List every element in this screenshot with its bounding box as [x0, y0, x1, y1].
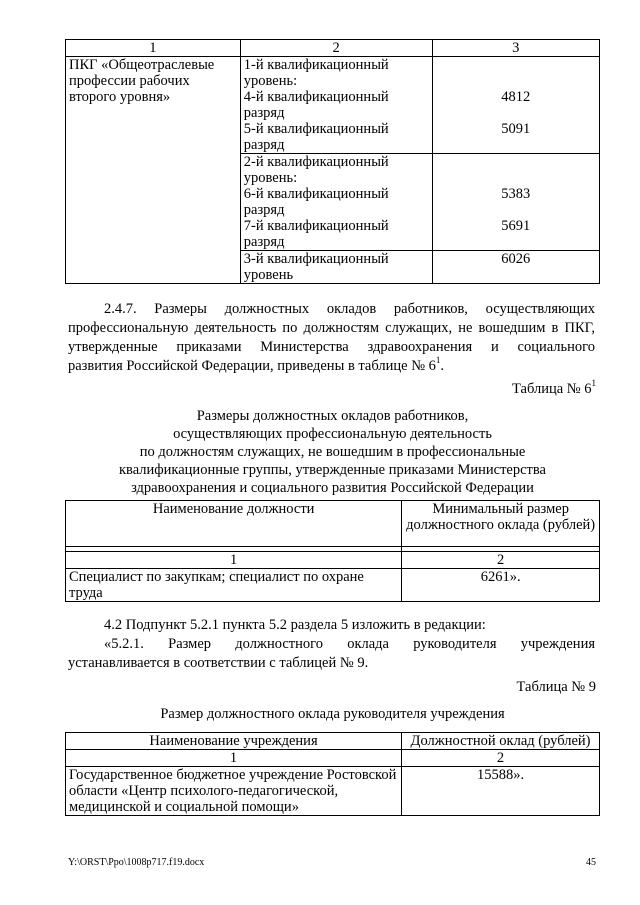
table-6-header-row: [66, 501, 600, 547]
salary-value: 4812: [501, 89, 531, 105]
table-6-title: [65, 407, 600, 497]
institution-name: Государственное бюджетное учреждение Ростовской области «Центр психолого-педагогической, медицинской и социальной помощи»: [66, 767, 402, 816]
table-1-header-row: [66, 40, 600, 57]
column-header: Должностной оклад (рублей): [402, 733, 600, 750]
table-9-number-row: [66, 750, 600, 767]
table-9-col-number: 2: [402, 750, 600, 767]
salary-value: 5383: [501, 186, 531, 202]
column-header: Минимальный размер должностного оклада (рублей): [402, 501, 600, 547]
title-line: здравоохранения и социального развития Российской Федерации: [131, 480, 534, 496]
table-row: [66, 57, 600, 154]
table-1: [65, 39, 600, 284]
paragraph-line: устанавливается в соответствии с таблицей № 9.: [68, 655, 369, 671]
qualification-level-cell: [240, 57, 432, 154]
qualification-rank: 7-й квалификационный разряд: [243, 218, 389, 250]
qualification-level: 3-й квалификационный уровень: [240, 251, 432, 284]
salary-value: 15588».: [402, 767, 600, 816]
table-9-label: Таблица № 9: [516, 679, 596, 695]
position-name: Специалист по закупкам; специалист по охране труда: [66, 569, 402, 602]
table-1-col-number: 2: [240, 40, 432, 57]
title-line: по должностям служащих, не вошедшим в профессиональные: [139, 444, 526, 460]
column-header: Наименование учреждения: [66, 733, 402, 750]
paragraph-line: утвержденные приказами Министерства здравоохранения и социального: [68, 339, 595, 355]
paragraph-2-4-7: [68, 300, 595, 376]
table-6: [65, 500, 600, 602]
table-9-header-row: [66, 733, 600, 750]
column-header: Наименование должности: [66, 501, 402, 547]
salary-value: 5091: [501, 121, 531, 137]
table-6-col-number: 2: [402, 552, 600, 569]
table-6-number-row: [66, 552, 600, 569]
salary-value: 6261».: [402, 569, 600, 602]
table-9: [65, 732, 600, 816]
table-6-col-number: 1: [66, 552, 402, 569]
title-line: осуществляющих профессиональную деятельность: [173, 426, 492, 442]
table-9-title: Размер должностного оклада руководителя учреждения: [160, 706, 505, 722]
paragraph-line: 2.4.7. Размеры должностных окладов работников, осуществляющих: [104, 301, 595, 317]
salary-cell: [432, 154, 600, 251]
qualification-level: 2-й квалификационный уровень:: [243, 154, 389, 186]
pkg-group-name: ПКГ «Общеотраслевые профессии рабочих второго уровня»: [66, 57, 241, 284]
title-line: Размеры должностных окладов работников,: [196, 408, 469, 424]
page-number: 45: [586, 857, 596, 868]
title-line: квалификационные группы, утвержденные приказами Министерства: [119, 462, 546, 478]
paragraph-line: профессиональную деятельность по должностям служащих, не вошедшим в ПКГ,: [68, 320, 595, 336]
qualification-rank: 4-й квалификационный разряд: [243, 89, 389, 121]
paragraph-line: 4.2 Подпункт 5.2.1 пункта 5.2 раздела 5 изложить в редакции:: [104, 617, 486, 633]
paragraph-4-2: [68, 616, 595, 673]
qualification-rank: 5-й квалификационный разряд: [243, 121, 389, 153]
paragraph-line: «5.2.1. Размер должностного оклада руководителя учреждения: [104, 636, 595, 652]
qualification-level: 1-й квалификационный уровень:: [243, 57, 389, 89]
paragraph-line: развития Российской Федерации, приведены в таблице № $6^1$.: [68, 355, 445, 374]
table-1-col-number: 3: [432, 40, 600, 57]
table-9-col-number: 1: [66, 750, 402, 767]
qualification-level-cell: [240, 154, 432, 251]
table-6-label: Таблица № $6^1$: [512, 378, 596, 397]
salary-cell: [432, 57, 600, 154]
qualification-rank: 6-й квалификационный разряд: [243, 186, 389, 218]
salary-value: 5691: [501, 218, 531, 234]
table-row: [66, 767, 600, 816]
table-1-col-number: 1: [66, 40, 241, 57]
footer-file-path: Y:\ORST\Ppo\1008p717.f19.docx: [68, 857, 205, 868]
salary-value: 6026: [432, 251, 600, 284]
table-row: [66, 569, 600, 602]
